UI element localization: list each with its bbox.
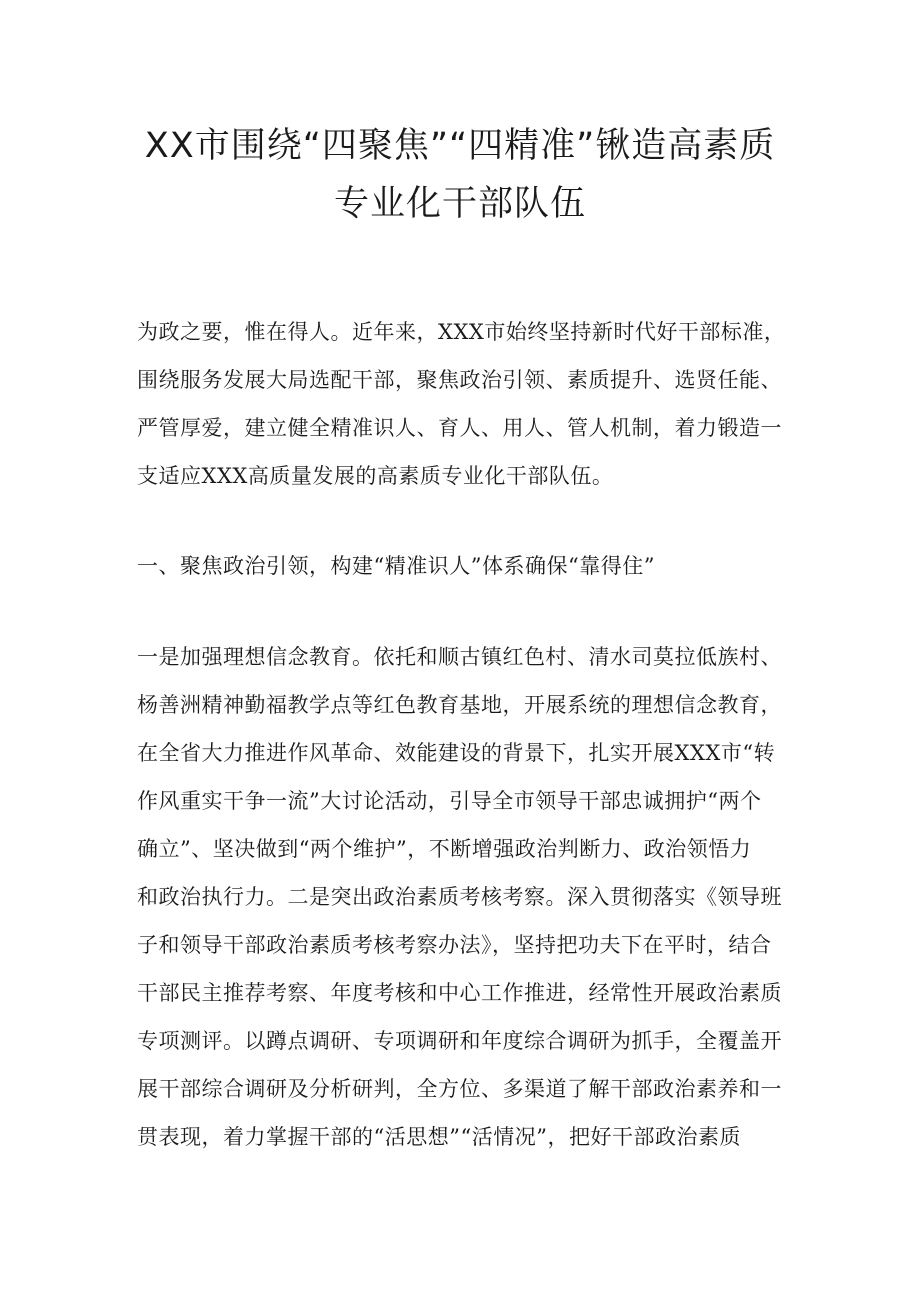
body-line: 干部民主推荐考察、年度考核和中心工作推进，经常性开展政治素质 [137,981,782,1005]
body-line: 在全省大力推进作风革命、效能建设的背景下，扎实开展XXX市“转 [137,741,776,765]
body-line: 子和领导干部政治素质考核考察办法》，坚持把功夫下在平时，结合 [137,933,772,957]
section-heading-text: 一、聚焦政治引领，构建“精准识人”体系确保“靠得住” [137,554,655,578]
body-line: 和政治执行力。二是突出政治素质考核考察。深入贯彻落实《领导班 [137,885,782,909]
intro-paragraph [137,308,797,500]
intro-line: 严管厚爱，建立健全精准识人、育人、用人、管人机制，着力锻造一 [137,416,782,440]
intro-line: 为政之要，惟在得人。近年来，XXX市始终坚持新时代好干部标准， [137,320,786,344]
body-line: 专项测评。以蹲点调研、专项调研和年度综合调研为抓手，全覆盖开 [137,1029,782,1053]
body-line: 贯表现，着力掌握干部的“活思想”“活情况”，把好干部政治素质 [137,1125,741,1149]
section-1-paragraph [137,633,797,1161]
intro-line: 围绕服务发展大局选配干部，聚焦政治引领、素质提升、选贤任能、 [137,368,782,392]
document-title-line-2: 专业化干部队伍 [333,184,586,224]
body-line: 作风重实干争一流”大讨论活动，引导全市领导干部忠诚拥护“两个 [137,789,762,813]
body-line: 杨善洲精神勤福教学点等红色教育基地，开展系统的理想信念教育， [137,693,782,717]
intro-line: 支适应XXX高质量发展的高素质专业化干部队伍。 [137,464,614,488]
body-line: 一是加强理想信念教育。依托和顺古镇红色村、清水司莫拉低族村、 [137,645,782,669]
section-1-heading [137,542,797,590]
body-line: 确立”、坚决做到“两个维护”，不断增强政治判断力、政治领悟力 [137,837,752,861]
body-line: 展干部综合调研及分析研判，全方位、多渠道了解干部政治素养和一 [137,1077,782,1101]
document-title-line-1: XX市围绕“四聚焦”“四精准”锹造高素质 [144,126,776,166]
